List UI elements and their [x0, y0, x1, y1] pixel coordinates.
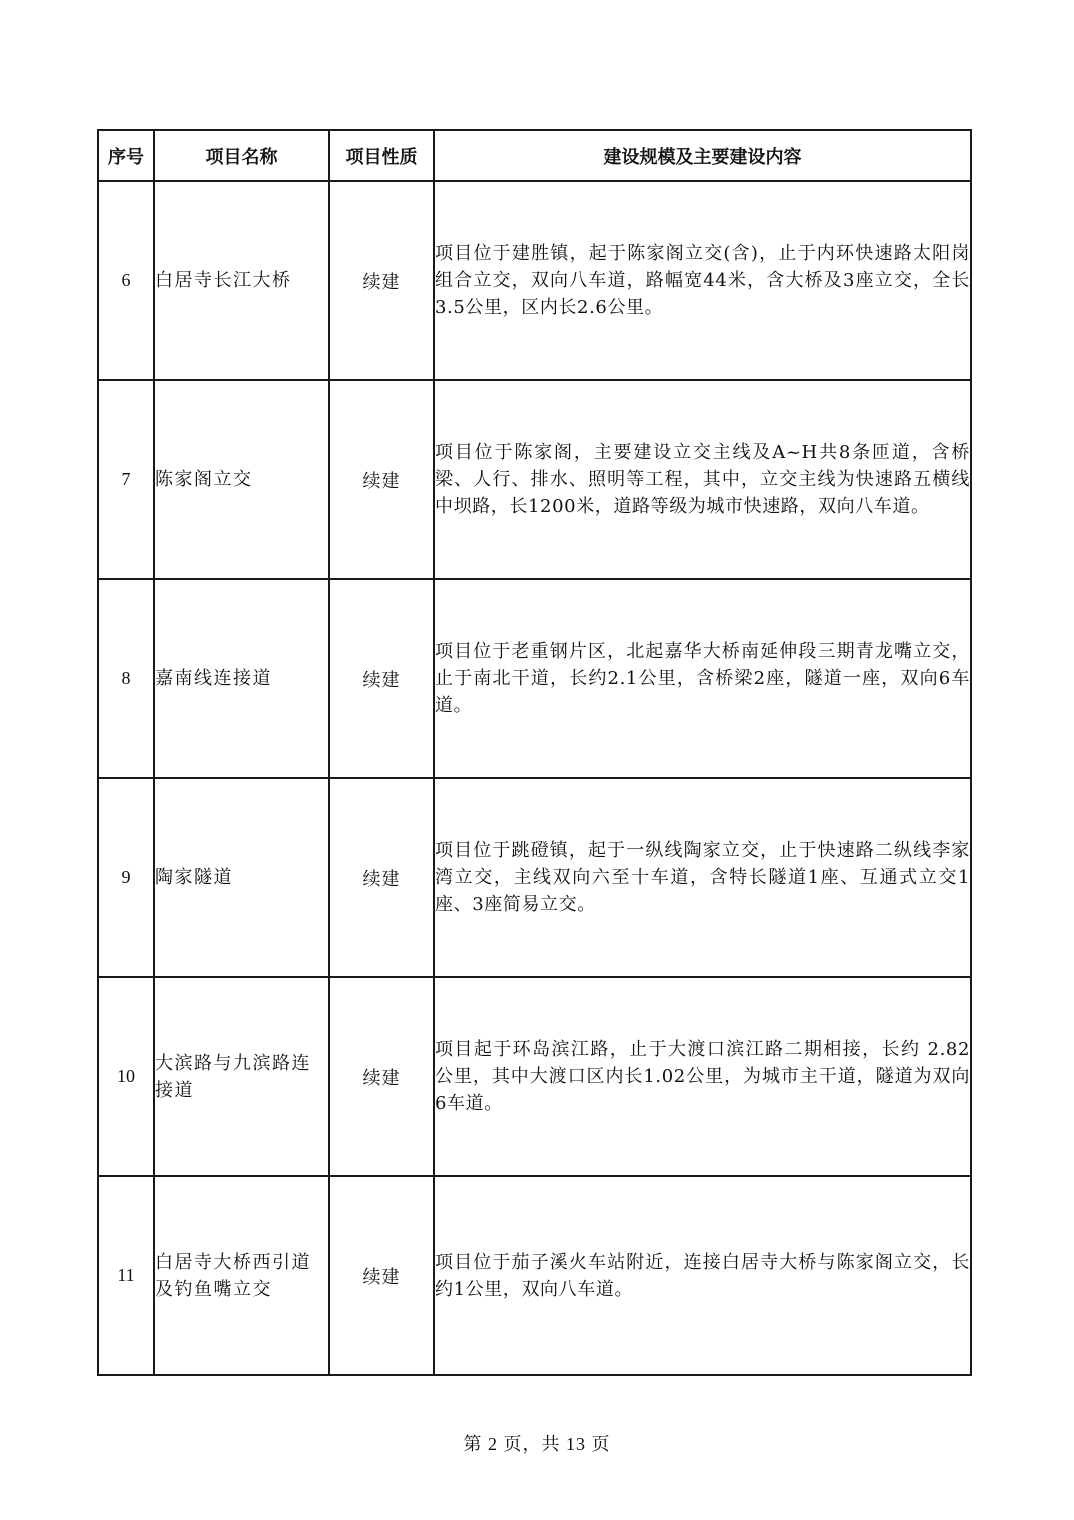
table-row — [98, 380, 971, 579]
table-row — [98, 579, 971, 778]
row-number: 8 — [98, 579, 154, 778]
header-project-name: 项目名称 — [154, 130, 329, 181]
row-project-name: 嘉南线连接道 — [154, 579, 329, 778]
row-project-name: 陶家隧道 — [154, 778, 329, 977]
row-description: 项目位于老重钢片区，北起嘉华大桥南延伸段三期青龙嘴立交，止于南北干道，长约2.1公里，含桥梁2座，隧道一座，双向6车道。 — [434, 579, 971, 778]
row-description: 项目位于茄子溪火车站附近，连接白居寺大桥与陈家阁立交，长约1公里，双向八车道。 — [434, 1176, 971, 1375]
row-project-name: 大滨路与九滨路连接道 — [154, 977, 329, 1176]
row-project-type: 续建 — [329, 1176, 434, 1375]
row-description: 项目位于跳磴镇，起于一纵线陶家立交，止于快速路二纵线李家湾立交，主线双向六至十车道，含特长隧道1座、互通式立交1座、3座简易立交。 — [434, 778, 971, 977]
row-description: 项目位于建胜镇，起于陈家阁立交(含)，止于内环快速路太阳岗组合立交，双向八车道，路幅宽44米，含大桥及3座立交，全长3.5公里，区内长2.6公里。 — [434, 181, 971, 380]
row-description: 项目位于陈家阁，主要建设立交主线及A~H共8条匝道，含桥梁、人行、排水、照明等工程，其中，立交主线为快速路五横线中坝路，长1200米，道路等级为城市快速路，双向八车道。 — [434, 380, 971, 579]
row-number: 7 — [98, 380, 154, 579]
project-table — [97, 129, 972, 1376]
table-row — [98, 1176, 971, 1375]
row-number: 11 — [98, 1176, 154, 1375]
table-row — [98, 181, 971, 380]
table-row — [98, 778, 971, 977]
row-project-type: 续建 — [329, 181, 434, 380]
table-row — [98, 977, 971, 1176]
page-footer: 第 2 页，共 13 页 — [463, 1434, 611, 1454]
row-project-type: 续建 — [329, 977, 434, 1176]
row-number: 6 — [98, 181, 154, 380]
row-project-name: 白居寺长江大桥 — [154, 181, 329, 380]
table-header-row — [98, 130, 971, 181]
row-description: 项目起于环岛滨江路，止于大渡口滨江路二期相接，长约 2.82 公里，其中大渡口区内长1.02公里，为城市主干道，隧道为双向 6车道。 — [434, 977, 971, 1176]
row-number: 9 — [98, 778, 154, 977]
row-project-name: 陈家阁立交 — [154, 380, 329, 579]
header-project-type: 项目性质 — [329, 130, 434, 181]
row-project-type: 续建 — [329, 579, 434, 778]
header-number: 序号 — [98, 130, 154, 181]
row-project-type: 续建 — [329, 380, 434, 579]
row-number: 10 — [98, 977, 154, 1176]
header-description: 建设规模及主要建设内容 — [434, 130, 971, 181]
row-project-name: 白居寺大桥西引道及钓鱼嘴立交 — [154, 1176, 329, 1375]
row-project-type: 续建 — [329, 778, 434, 977]
